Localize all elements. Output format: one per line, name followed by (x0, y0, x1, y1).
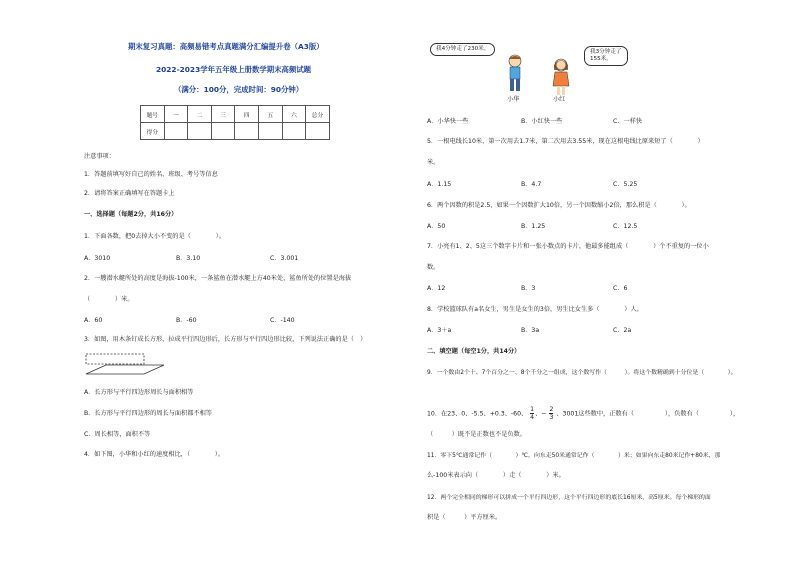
q10-frac2-num: 2 (549, 406, 554, 413)
score-input-cell[interactable] (282, 123, 306, 140)
score-input-cell[interactable] (164, 123, 188, 140)
q4-option-b[interactable]: B．小红快一些 (521, 118, 563, 125)
question-8: 8．学校篮球队有a名女生，男生是女生的3倍，男生比女生多（ ）人。 (427, 306, 643, 313)
q8-option-a[interactable]: A．3＋a (427, 327, 452, 334)
question-4: 4．如下图，小华和小红的速度相比，（ ）。 (84, 451, 225, 458)
q4-option-a[interactable]: A．小华快一些 (427, 118, 469, 125)
q2-option-a[interactable]: A．60 (84, 317, 103, 324)
question-10-line1: 10．在23、0、-5.5、+0.3、-60、 $\frac{1}{4}$ 、− $\frac{2}{3}$ 、3001这些数中，正数有（ ），负数有（ ）， (427, 406, 740, 421)
q2-option-c[interactable]: C．-140 (270, 317, 295, 324)
bubble-right-line2: 155米。 (590, 56, 612, 62)
q3-option-a[interactable]: A．长方形与平行四边形周长与面积相等 (84, 389, 194, 396)
notice-item: 1．答题前填写好自己的姓名、班级、考号等信息 (84, 171, 218, 178)
score-table-score-row (141, 123, 330, 140)
q7-option-a[interactable]: A．12 (427, 285, 446, 292)
notice-title: 注意事项： (84, 153, 115, 160)
question-11-line1: 11．零下5℃通常记作（ ）℃，向东走50米通常记作（ ）米；如果向东走80米记作+80米，那 (427, 453, 721, 459)
score-input-cell[interactable] (258, 123, 282, 140)
q10-fraction-1 (530, 406, 534, 421)
paper-title-time: （满分：100分，完成时间：90分钟） (174, 85, 304, 94)
score-table (140, 105, 330, 140)
q6-option-a[interactable]: A．50 (427, 223, 446, 230)
q6-option-c[interactable]: C．12.5 (613, 223, 638, 230)
score-table-cell: 总分 (306, 106, 330, 123)
question-10-line2: （ ）既不是正数也不是负数。 (427, 431, 526, 438)
question-2-line2: （ ）米。 (84, 296, 134, 303)
q6-option-b[interactable]: B．1.25 (521, 223, 546, 230)
rectangle-parallelogram-figure (84, 353, 172, 375)
question-7-line1: 7．小亮有1、2、5这三个数字卡片和一张小数点的卡片，他最多能组成（ ）个不重复的一位小 (427, 243, 709, 250)
score-input-cell[interactable] (188, 123, 212, 140)
q5-option-c[interactable]: C．5.25 (613, 181, 638, 188)
notice-item: 2．请将答案正确填写在答题卡上 (84, 190, 175, 197)
q10-fraction-2 (549, 406, 553, 421)
bubble-right-line1: 我3分钟走了 (590, 49, 622, 55)
speech-bubble-left: 我4分钟走了230米。 (430, 43, 495, 56)
q10-frac1-num: 1 (530, 406, 535, 413)
girl-xiaohong-figure (549, 56, 573, 96)
q10-frac2-den: 3 (549, 414, 554, 421)
paper-title-main: 期末复习真题：高频易错考点真题满分汇编提升卷（A3版） (128, 42, 324, 51)
q10-frac2-sign: − (541, 410, 547, 418)
q10-part2: 、3001这些数中，正数有（ ），负数有（ ）， (556, 410, 740, 418)
score-table-cell: 得分 (141, 123, 165, 140)
question-7-line2: 数。 (427, 264, 440, 271)
question-1: 1．下面各数，把0去掉大小不变的是（ ）。 (84, 233, 225, 240)
boy-xiaohua-figure (503, 52, 527, 94)
q7-option-b[interactable]: B．3 (521, 285, 536, 292)
name-xiaohua: 小华 (507, 96, 520, 103)
score-input-cell[interactable] (306, 123, 330, 140)
q7-option-c[interactable]: C．6 (613, 285, 628, 292)
q3-option-b[interactable]: B．长方形与平行四边形的周长与面积都不相等 (84, 410, 212, 417)
q1-option-c[interactable]: C．3.001 (270, 255, 299, 262)
q10-frac1-den: 4 (530, 414, 535, 421)
score-table-cell: 六 (282, 106, 306, 123)
question-12-line1: 12．两个完全相同的梯形可以拼成一个平行四边形，这个平行四边形的底长16厘米，高5厘米。每个梯形的面 (427, 495, 711, 501)
score-table-cell: 题号 (141, 106, 165, 123)
q1-option-a[interactable]: A．3010 (84, 255, 111, 262)
q5-option-a[interactable]: A．1.15 (427, 181, 452, 188)
question-6: 6．两个因数的积是2.5，如果一个因数扩大10倍，另一个因数缩小2倍，那么积是（ ）。 (427, 202, 691, 209)
question-11-line2: 么-100米表示向（ ）走（ ）米。 (427, 472, 565, 479)
question-5-line1: 5．一根电线长10米，第一次用去1.7米，第二次用去3.55米，现在这根电线比原来短了（ ） (427, 138, 704, 145)
score-table-cell: 四 (235, 106, 259, 123)
question-5-line2: 米。 (427, 159, 440, 166)
q2-option-b[interactable]: B．-60 (176, 317, 197, 324)
score-input-cell[interactable] (211, 123, 235, 140)
score-table-header-row (141, 106, 330, 123)
paper-title-grade: 2022-2023学年五年级上册数学期末高频试题 (156, 65, 312, 74)
question-2-line1: 2．一艘潜水艇所处的高度是海拔-100米，一条鲨鱼在潜水艇上方40米处，鲨鱼所处的位置是海拔 (84, 275, 352, 282)
q3-option-c[interactable]: C．周长相等，面积不等 (84, 431, 151, 438)
q5-option-b[interactable]: B．4.7 (521, 181, 542, 188)
section2-title: 二、填空题（每空1分，共14分） (427, 348, 521, 355)
question-12-line2: 积是（ ）平方厘米。 (427, 514, 502, 521)
q4-option-c[interactable]: C．一样快 (613, 118, 643, 125)
score-table-cell: 一 (164, 106, 188, 123)
name-xiaohong: 小红 (553, 96, 566, 103)
score-input-cell[interactable] (235, 123, 259, 140)
question-9: 9．一个数由2个十、7个百分之一、8个千分之一组成，这个数写作（ ）。将这个数精确到十分位是（ ）。 (427, 370, 737, 376)
score-table-cell: 五 (258, 106, 282, 123)
q1-option-b[interactable]: B．3.10 (176, 255, 201, 262)
q8-option-b[interactable]: B．3a (521, 327, 540, 334)
speech-bubble-right (584, 46, 628, 66)
q10-part1: 10．在23、0、-5.5、+0.3、-60、 (427, 410, 528, 418)
question-3: 3．如图，用木条钉成长方形，拉成平行四边形后，长方形与平行四边形比较，下列说法正确的是（ ） (84, 336, 367, 343)
q8-option-c[interactable]: C．2a (613, 327, 632, 334)
score-table-cell: 二 (188, 106, 212, 123)
section1-title: 一、选择题（每题2分，共16分） (84, 211, 178, 218)
score-table-cell: 三 (211, 106, 235, 123)
